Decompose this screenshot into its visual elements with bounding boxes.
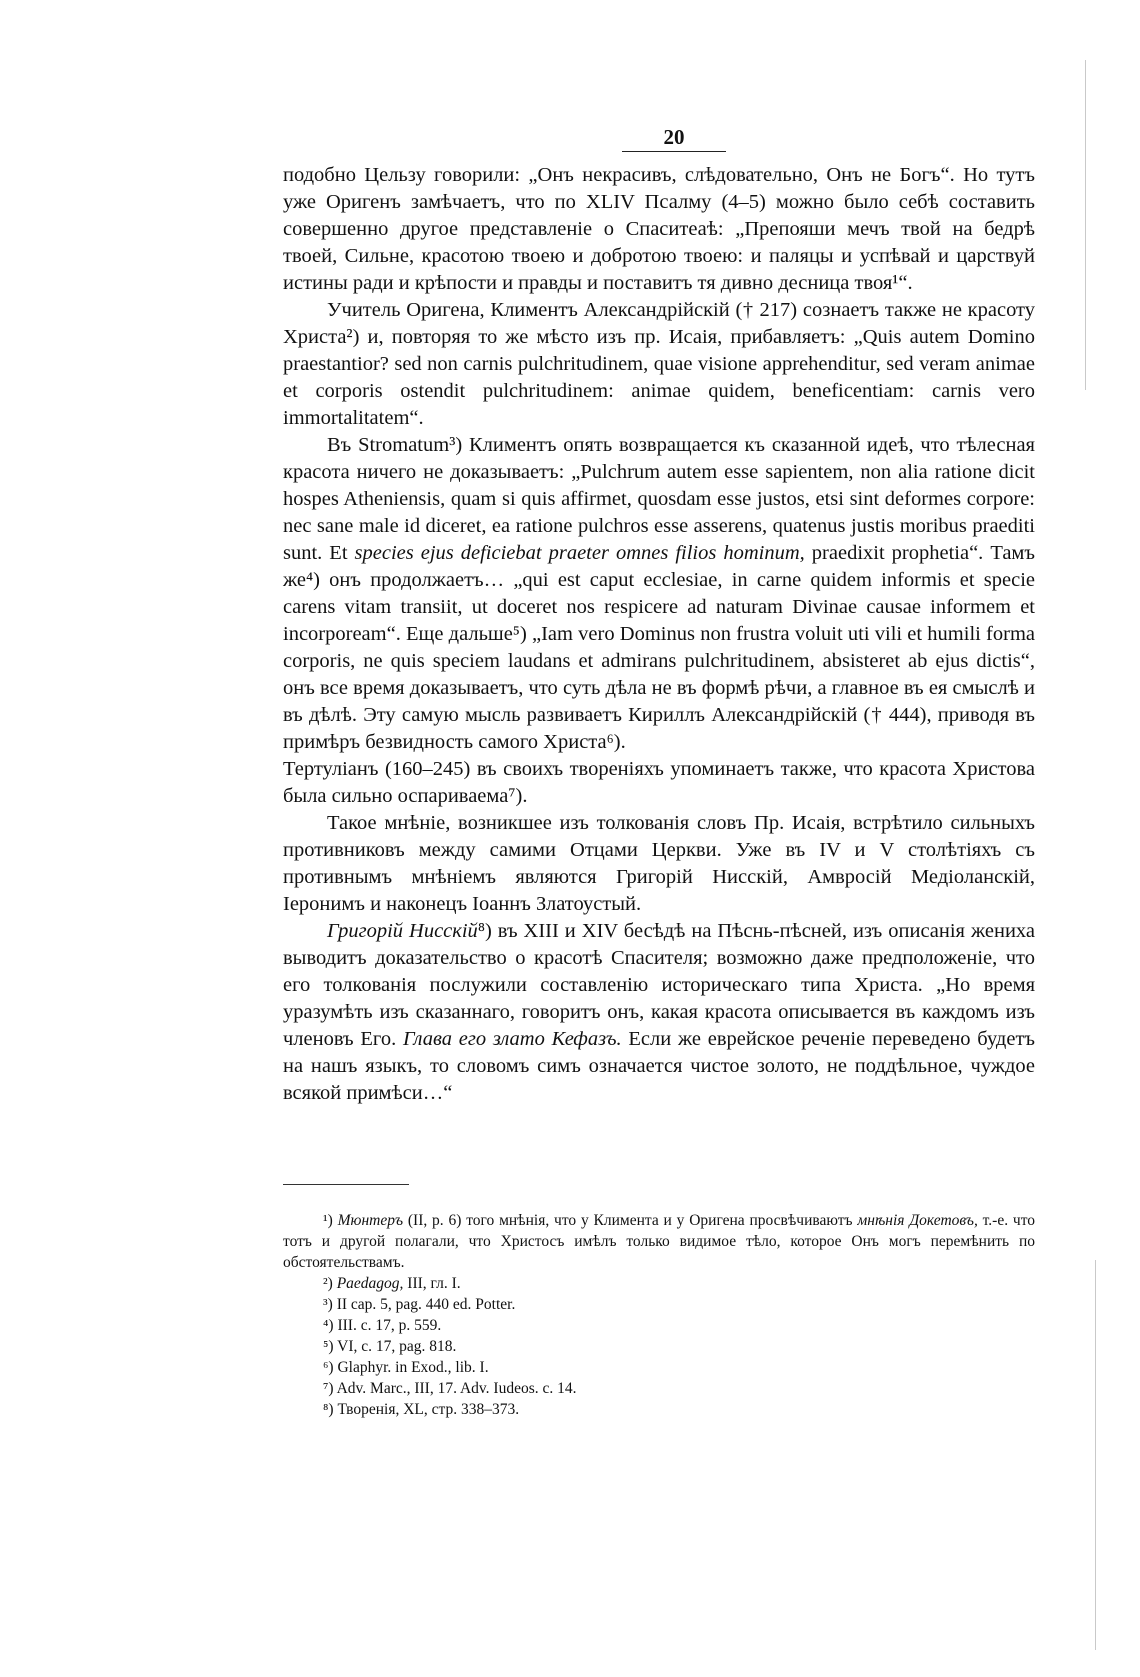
page-number-rule: [622, 151, 726, 152]
footnote-7-text: Adv. Marc., III, 17. Adv. Iudeos. c. 14.: [333, 1380, 577, 1397]
footnote-8: [283, 1399, 1035, 1420]
footnote-8-mark: ⁸): [323, 1401, 334, 1418]
footnote-1-italic-b: мнѣнія Докетовъ,: [857, 1212, 978, 1229]
paragraph-6: [283, 918, 1035, 1107]
paragraph-5: [283, 810, 1035, 918]
footnote-6-mark: ⁶): [323, 1359, 334, 1376]
page-number: 20: [663, 125, 685, 149]
footnote-1-text-a: (II, p. 6) того мнѣнія, что у Климента и у Оригена просвѣчиваютъ: [403, 1212, 858, 1229]
footnote-rule: [283, 1184, 409, 1185]
footnote-6: [283, 1357, 1035, 1378]
footnotes: [283, 1210, 1035, 1420]
footnote-5-text: VI, c. 17, pag. 818.: [333, 1338, 457, 1355]
body-text: [283, 162, 1035, 1107]
footnote-8-text: Творенія, XL, стр. 338–373.: [333, 1401, 520, 1418]
footnote-4: [283, 1315, 1035, 1336]
paragraph-3-italic: species ejus deficiebat praeter omnes filios hominum,: [354, 542, 805, 564]
paragraph-3-text-after: praedixit prophetia“. Тамъ же⁴) онъ продолжаетъ… „qui est caput ecclesiae, in carne quidem informis et specie carens vitam transiit, ut doceret nos respicere ad naturam Divinae causae informem et incorpoream“. Еще дальше⁵) „Iam vero Dominus non frustra voluit uti vili et humili forma corporis, ne quis speciem laudans et admirans pulchritudinem, absisteret ab ejus dictis“, онъ все время доказываетъ, что суть дѣла не въ формѣ рѣчи, а главное въ ея смыслѣ и въ дѣлѣ. Эту самую мысль развиваетъ Кириллъ Александрійскій († 444), приводя въ примѣръ безвидность самого Христа⁶).: [283, 542, 1035, 753]
footnote-1: [283, 1210, 1035, 1273]
footnote-3-mark: ³): [323, 1296, 333, 1313]
footnote-2-italic: Paedagog,: [336, 1275, 404, 1292]
paragraph-1: [283, 162, 1035, 297]
paragraph-6-italic-start: Григорій Нисскій: [327, 920, 478, 942]
paragraph-4: [283, 756, 1035, 810]
paragraph-1-text: подобно Цельзу говорили: „Онъ некрасивъ, слѣдовательно, Онъ не Богъ“. Но тутъ уже Оригенъ замѣчаетъ, что по XLIV Псалму (4–5) можно было себѣ составить совершенно другое представленіе о Спаситеаѣ: „Препояши мечъ твой на бедрѣ твоей, Сильне, красотою твоею и добротою твоею: и паляцы и успѣвай и царствуй истины ради и крѣпости и правды и поставитъ тя дивно десница твоя¹“.: [283, 164, 1035, 294]
paragraph-6-text-end: Если же еврейское реченіе переведено будетъ на нашъ языкъ, то словомъ симъ означается чистое золото, не поддѣльное, чуждое всякой примѣси…“: [283, 1028, 1035, 1104]
paragraph-5-text: Такое мнѣніе, возникшее изъ толкованія словъ Пр. Исаія, встрѣтило сильныхъ противниковъ между самими Отцами Церкви. Уже въ IV и V столѣтіяхъ съ противнымъ мнѣніемъ являются Григорій Нисскій, Амвросій Медіоланскій, Іеронимъ и наконецъ Іоаннъ Златоустый.: [283, 812, 1035, 915]
paragraph-2: [283, 297, 1035, 432]
footnote-3: [283, 1294, 1035, 1315]
paragraph-2-text: Учитель Оригена, Климентъ Александрійскій († 217) сознаетъ также не красоту Христа²) и, повторяя то же мѣсто изъ пр. Исаія, прибавляетъ: „Quis autem Domino praestantior? sed non carnis pulchritudinem, quae visione apprehenditur, sed veram animae et corporis ostendit pulchritudinem: animae quidem, beneficentiam: carnis vero immortalitatem“.: [283, 299, 1035, 429]
paragraph-3: [283, 432, 1035, 756]
footnote-2-text: III, гл. I.: [403, 1275, 461, 1292]
scan-edge-line: [1095, 1260, 1096, 1650]
footnote-7-mark: ⁷): [323, 1380, 334, 1397]
footnote-7: [283, 1378, 1035, 1399]
paragraph-4-text: Тертуліанъ (160–245) въ своихъ твореніяхъ упоминаетъ также, что красота Христова была сильно оспариваема⁷).: [283, 758, 1035, 807]
scan-edge-line: [1085, 60, 1086, 390]
footnote-1-text-b: т.-е. что тотъ и другой полагали, что Христосъ имѣлъ только видимое тѣло, которое Онъ могъ перемѣнить по обстоятельствамъ.: [283, 1212, 1036, 1271]
footnote-3-text: II cap. 5, pag. 440 ed. Potter.: [332, 1296, 516, 1313]
footnote-1-italic-a: Мюнтеръ: [337, 1212, 404, 1229]
paragraph-6-text-mid: ⁸) въ XIII и XIV бесѣдѣ на Пѣснь-пѣсней, изъ описанія жениха выводитъ доказательство о красотѣ Спасителя; возможно даже предположеніе, что его толкованія послужили составленію историческаго типа Христа. „Но время уразумѣть изъ сказаннаго, говоритъ онъ, какая красота описывается въ каждомъ изъ членовъ Его.: [283, 920, 1035, 1050]
footnote-2: [283, 1273, 1035, 1294]
footnote-5: [283, 1336, 1035, 1357]
footnote-1-mark: ¹): [323, 1212, 333, 1229]
footnote-4-text: III. c. 17, p. 559.: [333, 1317, 442, 1334]
footnote-2-mark: ²): [323, 1275, 333, 1292]
footnote-4-mark: ⁴): [323, 1317, 334, 1334]
paragraph-3-text-before: Въ Stromatum³) Климентъ опять возвращается къ сказанной идеѣ, что тѣлесная красота ничего не доказываетъ: „Pulchrum autem esse sapientem, non alia ratione dicit hospes Atheniensis, quam si quis affirmet, quosdam esse justos, etsi sint deformes corpore: nec sane male id diceret, ea ratione pulchros esse asserens, quatenus justis moribus praediti sunt. Et: [283, 434, 1035, 564]
footnote-6-text: Glaphyr. in Exod., lib. I.: [333, 1359, 489, 1376]
footnote-5-mark: ⁵): [323, 1338, 334, 1355]
paragraph-6-italic-end: Глава его злато Кефазъ.: [402, 1028, 622, 1050]
